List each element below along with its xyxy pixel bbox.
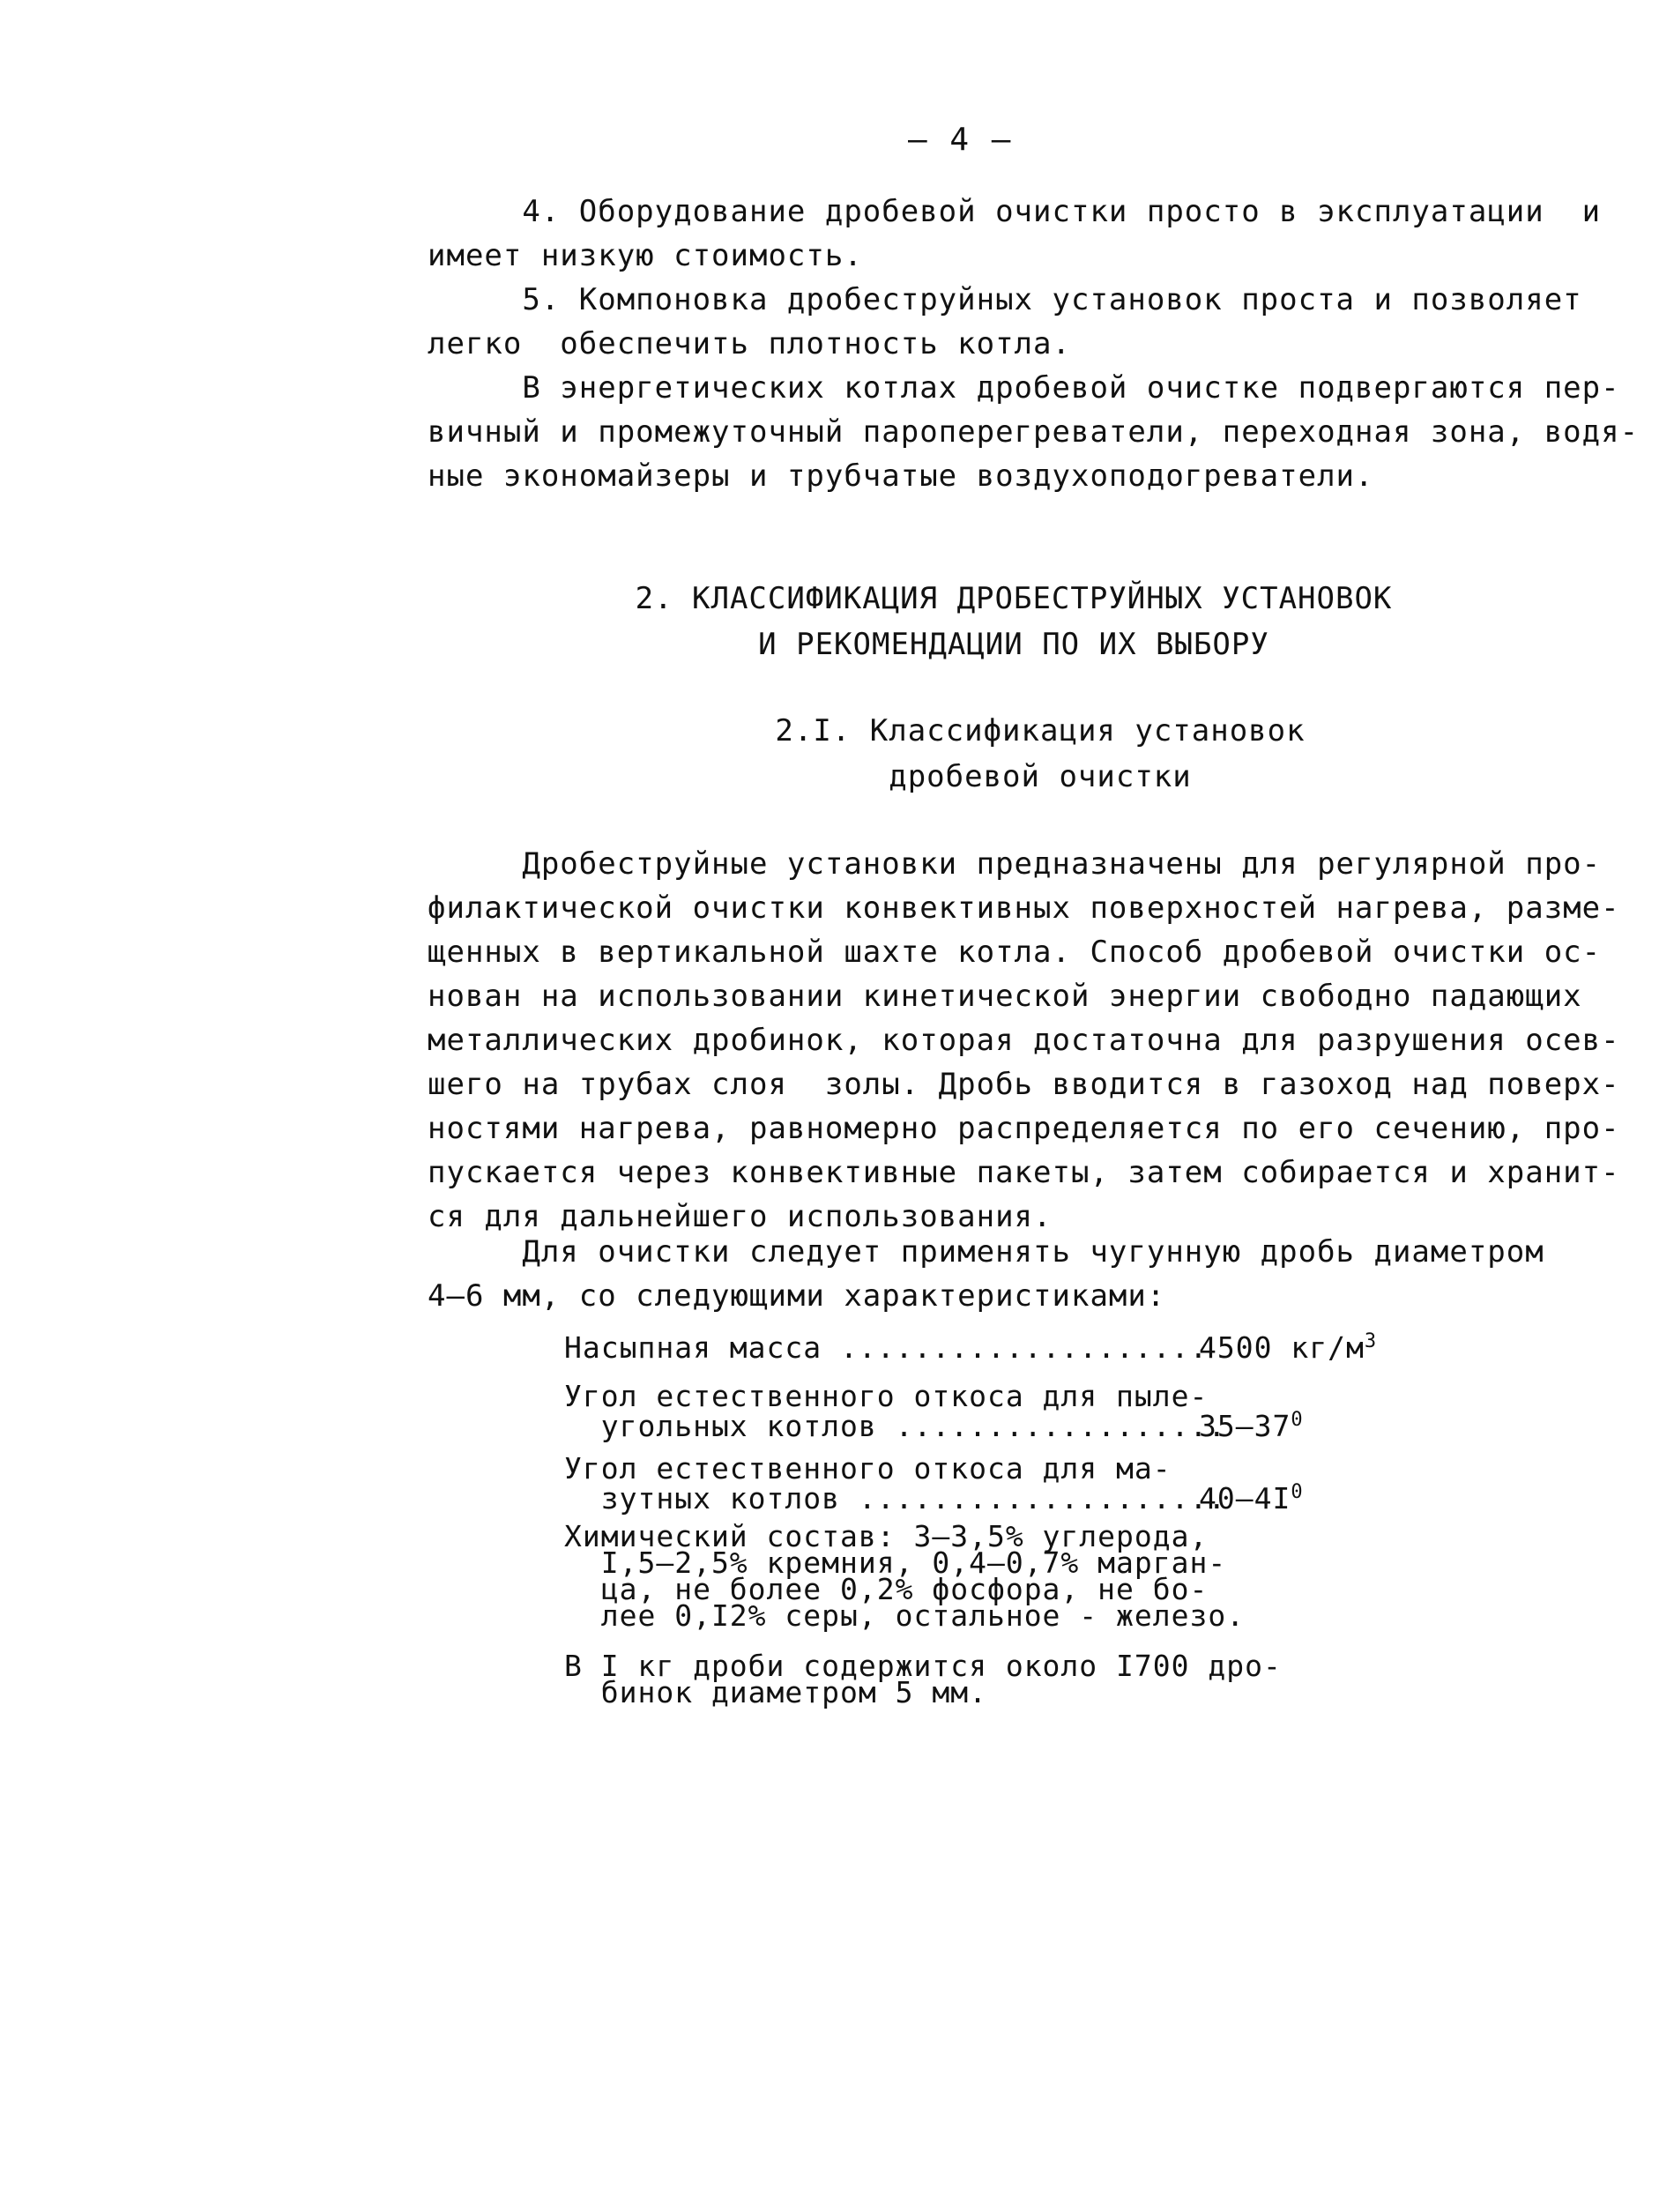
paragraph-boilers: В энергетических котлах дробевой очистке подвергаются пер- вичный и промежуточный пароперегреватели, переходная зона, водя- ные экономайзеры и трубчатые воздухоподогреватели.	[428, 370, 1640, 494]
note-chemical-composition: Химический состав: 3–3,5% углерода, I,5–2,5% кремния, 0,4–0,7% марган- ца, не более 0,2% фосфора, не бо- лее 0,I2% серы, остальное - железо.	[564, 1519, 1246, 1633]
spec-angle-coal	[564, 1379, 1304, 1443]
spec-bulk-mass	[564, 1327, 1378, 1369]
section-2-heading: 2. КЛАССИФИКАЦИЯ ДРОБЕСТРУЙНЫХ УСТАНОВОК И РЕКОМЕНДАЦИИ ПО ИХ ВЫБОРУ	[635, 581, 1393, 662]
paragraph-shot-blasting-purpose: Дробеструйные установки предназначены для регулярной про- филактической очистки конвективных поверхностей нагрева, разме- щенных в вертикальной шахте котла. Способ дробевой очистки ос- нован на использовании кинетической энергии свободно падающих металлических дробинок, которая достаточна для разрушения осев- шего на трубах слоя золы. Дробь вводится в газоход над поверх- ностями нагрева, равномерно распределяется по его сечению, про- пускается через конвективные пакеты, затем собирается и хранит- ся для дальнейшего использования.	[428, 846, 1620, 1234]
spec-label: Угол естественного откоса для пыле- угольных котлов ..................	[564, 1379, 1227, 1443]
paragraph-shot-requirements: Для очистки следует применять чугунную дробь диаметром 4–6 мм, со следующими характеристиками:	[428, 1234, 1544, 1314]
spec-list	[564, 1327, 1378, 1526]
section-2-1-heading: 2.I. Классификация установок дробевой очистки	[775, 713, 1306, 794]
spec-label: Угол естественного откоса для ма- зутных котлов ....................	[564, 1451, 1227, 1516]
note-pellet-count: В I кг дроби содержится около I700 дро- бинок диаметром 5 мм.	[564, 1649, 1282, 1709]
paragraph-item-5: 5. Компоновка дробеструйных установок проста и позволяет легко обеспечить плотность котла.	[428, 282, 1582, 361]
spec-value: 4500 $кг/м^3$	[1199, 1330, 1378, 1365]
spec-value: $35-37^0$	[1199, 1409, 1304, 1443]
spec-angle-oil	[564, 1451, 1304, 1516]
spec-value: $40-4I^0$	[1199, 1481, 1304, 1516]
paragraph-item-4: 4. Оборудование дробевой очистки просто в эксплуатации и имеет низкую стоимость.	[428, 194, 1602, 273]
spec-label: Насыпная масса ....................	[564, 1330, 1209, 1365]
page-number: – 4 –	[908, 122, 1013, 158]
